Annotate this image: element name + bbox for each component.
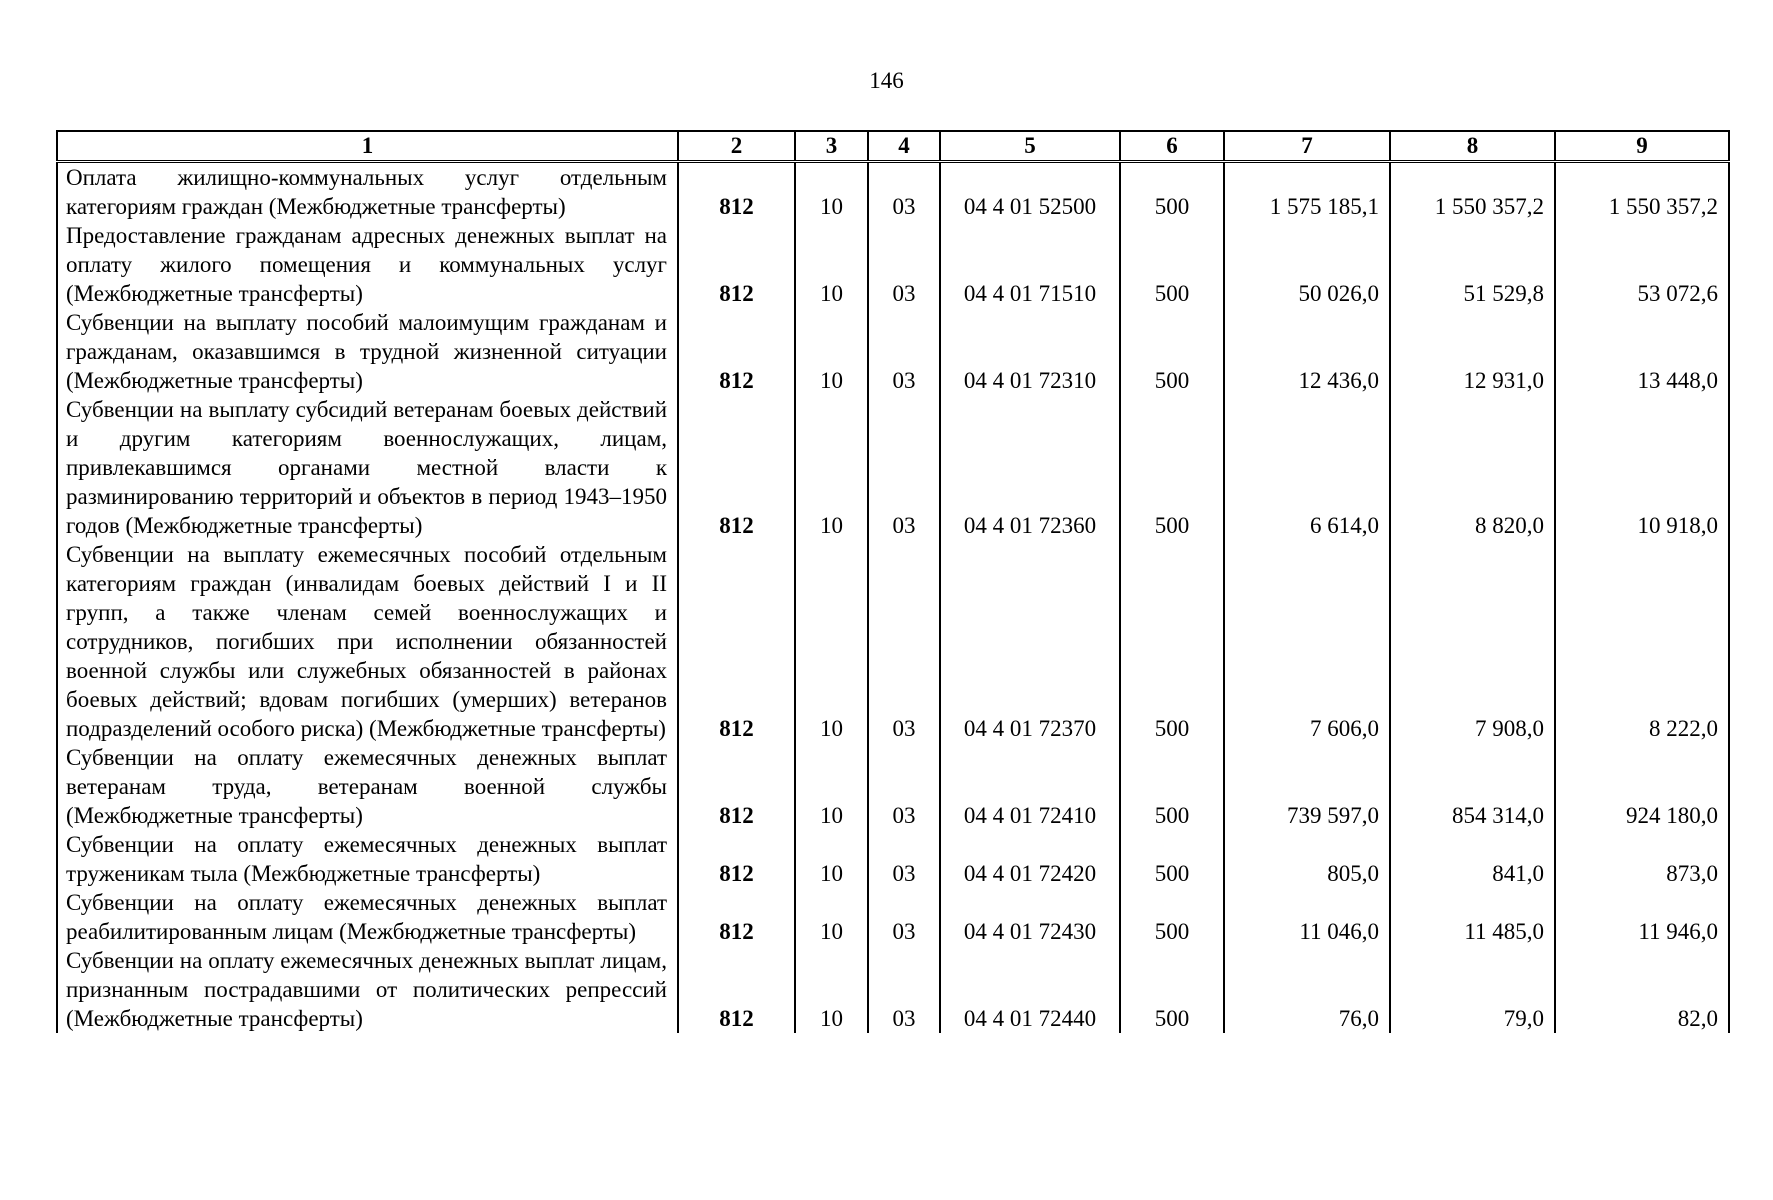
row-target-article: 04 4 01 72440 xyxy=(940,946,1120,1033)
row-target-article: 04 4 01 71510 xyxy=(940,221,1120,308)
row-amount-col9: 10 918,0 xyxy=(1555,395,1729,540)
row-target-article: 04 4 01 72430 xyxy=(940,888,1120,946)
row-subsection: 03 xyxy=(868,540,940,743)
table-row xyxy=(57,395,1729,540)
row-section: 10 xyxy=(795,743,868,830)
row-admin-code: 812 xyxy=(678,540,795,743)
table-body xyxy=(57,162,1729,1034)
row-amount-col8: 1 550 357,2 xyxy=(1390,162,1555,222)
row-amount-col8: 7 908,0 xyxy=(1390,540,1555,743)
row-amount-col8: 841,0 xyxy=(1390,830,1555,888)
row-description: Субвенции на выплату ежемесячных пособий отдельным категориям граждан (инвалидам боевых действий I и II групп, а также членам семей военнослужащих и сотрудников, погибших при исполнении обязанностей военной службы или служебных обязанностей в районах боевых действий; вдовам погибших (умерших) ветеранов подразделений особого риска) (Межбюджетные трансферты) xyxy=(57,540,678,743)
row-subsection: 03 xyxy=(868,743,940,830)
row-admin-code: 812 xyxy=(678,308,795,395)
row-description: Субвенции на оплату ежемесячных денежных выплат ветеранам труда, ветеранам военной службы (Межбюджетные трансферты) xyxy=(57,743,678,830)
table-row xyxy=(57,540,1729,743)
budget-table xyxy=(56,130,1730,1033)
row-admin-code: 812 xyxy=(678,221,795,308)
row-target-article: 04 4 01 72420 xyxy=(940,830,1120,888)
row-expense-type: 500 xyxy=(1120,830,1224,888)
row-amount-col7: 6 614,0 xyxy=(1224,395,1390,540)
column-header-8: 8 xyxy=(1390,131,1555,162)
row-expense-type: 500 xyxy=(1120,743,1224,830)
row-description: Субвенции на выплату пособий малоимущим гражданам и гражданам, оказавшимся в трудной жизненной ситуации (Межбюджетные трансферты) xyxy=(57,308,678,395)
column-header-7: 7 xyxy=(1224,131,1390,162)
table-row xyxy=(57,888,1729,946)
row-target-article: 04 4 01 72310 xyxy=(940,308,1120,395)
row-amount-col7: 739 597,0 xyxy=(1224,743,1390,830)
column-header-9: 9 xyxy=(1555,131,1729,162)
row-description: Субвенции на оплату ежемесячных денежных выплат лицам, признанным пострадавшими от политических репрессий (Межбюджетные трансферты) xyxy=(57,946,678,1033)
row-target-article: 04 4 01 72360 xyxy=(940,395,1120,540)
row-subsection: 03 xyxy=(868,946,940,1033)
row-subsection: 03 xyxy=(868,830,940,888)
row-admin-code: 812 xyxy=(678,946,795,1033)
row-amount-col8: 79,0 xyxy=(1390,946,1555,1033)
row-subsection: 03 xyxy=(868,308,940,395)
table-row xyxy=(57,743,1729,830)
row-subsection: 03 xyxy=(868,221,940,308)
column-header-5: 5 xyxy=(940,131,1120,162)
row-amount-col9: 13 448,0 xyxy=(1555,308,1729,395)
row-amount-col7: 805,0 xyxy=(1224,830,1390,888)
row-description: Субвенции на оплату ежемесячных денежных выплат реабилитированным лицам (Межбюджетные трансферты) xyxy=(57,888,678,946)
column-header-4: 4 xyxy=(868,131,940,162)
row-amount-col7: 1 575 185,1 xyxy=(1224,162,1390,222)
row-section: 10 xyxy=(795,946,868,1033)
row-amount-col8: 51 529,8 xyxy=(1390,221,1555,308)
row-description: Субвенции на выплату субсидий ветеранам боевых действий и другим категориям военнослужащих, лицам, привлекавшимся органами местной власти к разминированию территорий и объектов в период 1943–1950 годов (Межбюджетные трансферты) xyxy=(57,395,678,540)
row-section: 10 xyxy=(795,830,868,888)
row-expense-type: 500 xyxy=(1120,221,1224,308)
row-description: Предоставление гражданам адресных денежных выплат на оплату жилого помещения и коммунальных услуг (Межбюджетные трансферты) xyxy=(57,221,678,308)
row-expense-type: 500 xyxy=(1120,395,1224,540)
row-amount-col9: 53 072,6 xyxy=(1555,221,1729,308)
row-section: 10 xyxy=(795,221,868,308)
row-amount-col7: 12 436,0 xyxy=(1224,308,1390,395)
row-amount-col8: 854 314,0 xyxy=(1390,743,1555,830)
row-target-article: 04 4 01 72410 xyxy=(940,743,1120,830)
row-admin-code: 812 xyxy=(678,162,795,222)
row-expense-type: 500 xyxy=(1120,946,1224,1033)
row-description: Оплата жилищно-коммунальных услуг отдельным категориям граждан (Межбюджетные трансферты) xyxy=(57,162,678,222)
row-description: Субвенции на оплату ежемесячных денежных выплат труженикам тыла (Межбюджетные трансферты) xyxy=(57,830,678,888)
row-section: 10 xyxy=(795,308,868,395)
row-subsection: 03 xyxy=(868,162,940,222)
row-amount-col9: 1 550 357,2 xyxy=(1555,162,1729,222)
row-admin-code: 812 xyxy=(678,395,795,540)
column-header-3: 3 xyxy=(795,131,868,162)
row-amount-col9: 82,0 xyxy=(1555,946,1729,1033)
row-target-article: 04 4 01 72370 xyxy=(940,540,1120,743)
row-amount-col9: 924 180,0 xyxy=(1555,743,1729,830)
row-section: 10 xyxy=(795,888,868,946)
row-amount-col8: 12 931,0 xyxy=(1390,308,1555,395)
table-row xyxy=(57,308,1729,395)
row-amount-col9: 8 222,0 xyxy=(1555,540,1729,743)
row-section: 10 xyxy=(795,395,868,540)
table-row xyxy=(57,162,1729,222)
row-expense-type: 500 xyxy=(1120,162,1224,222)
row-amount-col7: 7 606,0 xyxy=(1224,540,1390,743)
table-row xyxy=(57,946,1729,1033)
row-amount-col9: 11 946,0 xyxy=(1555,888,1729,946)
column-header-6: 6 xyxy=(1120,131,1224,162)
header-row xyxy=(57,131,1729,162)
column-header-2: 2 xyxy=(678,131,795,162)
row-section: 10 xyxy=(795,162,868,222)
row-admin-code: 812 xyxy=(678,830,795,888)
row-amount-col8: 8 820,0 xyxy=(1390,395,1555,540)
column-header-1: 1 xyxy=(57,131,678,162)
page-number: 146 xyxy=(869,68,904,93)
row-amount-col7: 11 046,0 xyxy=(1224,888,1390,946)
row-expense-type: 500 xyxy=(1120,888,1224,946)
row-amount-col9: 873,0 xyxy=(1555,830,1729,888)
row-amount-col7: 50 026,0 xyxy=(1224,221,1390,308)
row-amount-col8: 11 485,0 xyxy=(1390,888,1555,946)
row-section: 10 xyxy=(795,540,868,743)
row-admin-code: 812 xyxy=(678,888,795,946)
table-row xyxy=(57,221,1729,308)
table-row xyxy=(57,830,1729,888)
row-admin-code: 812 xyxy=(678,743,795,830)
row-target-article: 04 4 01 52500 xyxy=(940,162,1120,222)
row-subsection: 03 xyxy=(868,395,940,540)
row-subsection: 03 xyxy=(868,888,940,946)
row-expense-type: 500 xyxy=(1120,308,1224,395)
row-expense-type: 500 xyxy=(1120,540,1224,743)
row-amount-col7: 76,0 xyxy=(1224,946,1390,1033)
